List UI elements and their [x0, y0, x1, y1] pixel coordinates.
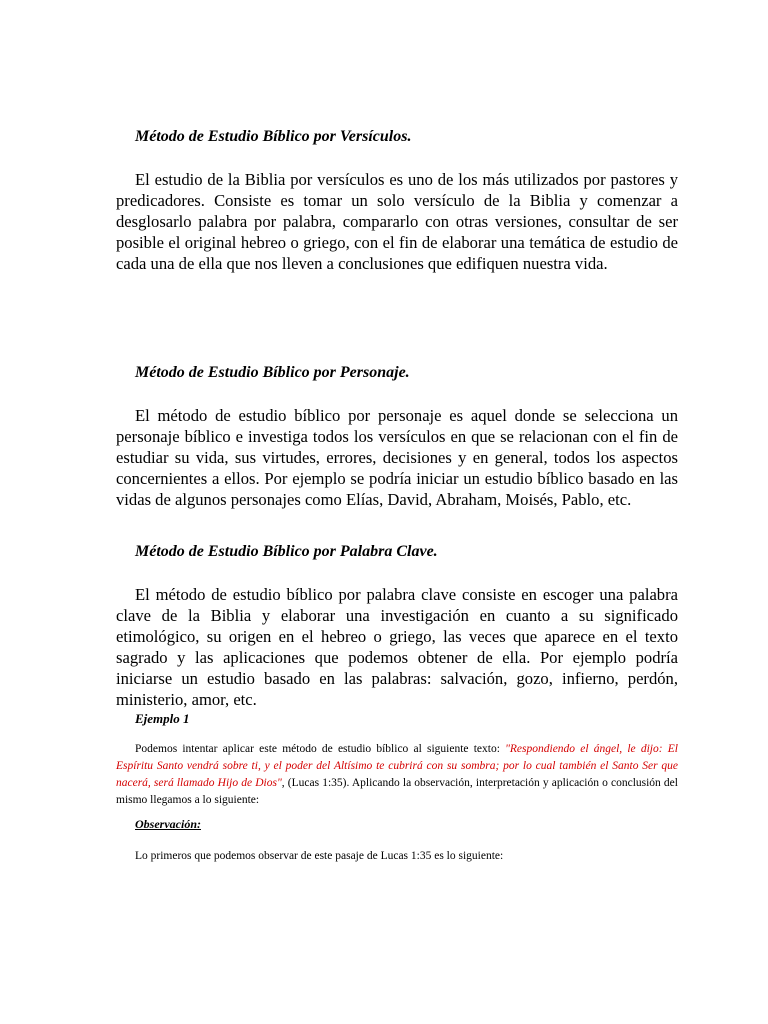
section-heading-personaje: Método de Estudio Bíblico por Personaje. [135, 364, 410, 381]
observation-label: Observación: [135, 817, 201, 831]
example-outro: , (Lucas 1:35). Aplicando la observación, interpretación y aplicación o conclusión del mismo llegamos a lo siguiente: [116, 777, 678, 806]
paragraph-palabra-clave: El método de estudio bíblico por palabra clave consiste en escoger una palabra clave de la Biblia y elaborar una investigación en cuanto a su significado etimológico, su origen en el hebreo o griego, las veces que aparece en el texto sagrado y las aplicaciones que podemos obtener de ella. Por ejemplo podría iniciarse un estudio basado en las palabras: salvación, gozo, infierno, perdón, ministerio, amor, etc. [116, 585, 678, 709]
example-quote: "Respondiendo el ángel, le dijo: El Espíritu Santo vendrá sobre ti, y el poder del Altísimo te cubrirá con su sombra; por lo cual también el Santo Ser que nacerá, será llamado Hijo de Dios" [116, 743, 678, 789]
paragraph-versiculos: El estudio de la Biblia por versículos es uno de los más utilizados por pastores y predicadores. Consiste es tomar un solo versículo de la Biblia y comenzar a desglosarlo palabra por palabra, compararlo con otras versiones, consultar de ser posible el original hebreo o griego, con el fin de elaborar una temática de estudio de cada una de ella que nos lleven a conclusiones que edifiquen nuestra vida. [116, 170, 678, 273]
paragraph-personaje: El método de estudio bíblico por personaje es aquel donde se selecciona un personaje bíblico e investiga todos los versículos en que se relacionan con el fin de estudiar su vida, sus virtudes, errores, decisiones y en general, todos los aspectos concernientes a ellos. Por ejemplo se podría iniciar un estudio bíblico basado en las vidas de algunos personajes como Elías, David, Abraham, Moisés, Pablo, etc. [116, 406, 678, 509]
example-label: Ejemplo 1 [135, 711, 190, 726]
section-heading-versiculos: Método de Estudio Bíblico por Versículos. [135, 128, 412, 145]
section-heading-palabra-clave: Método de Estudio Bíblico por Palabra Clave. [135, 543, 438, 560]
example-intro: Podemos intentar aplicar este método de estudio bíblico al siguiente texto: [135, 743, 506, 755]
example-paragraph [116, 741, 678, 809]
observation-text: Lo primeros que podemos observar de este pasaje de Lucas 1:35 es lo siguiente: [135, 850, 504, 862]
